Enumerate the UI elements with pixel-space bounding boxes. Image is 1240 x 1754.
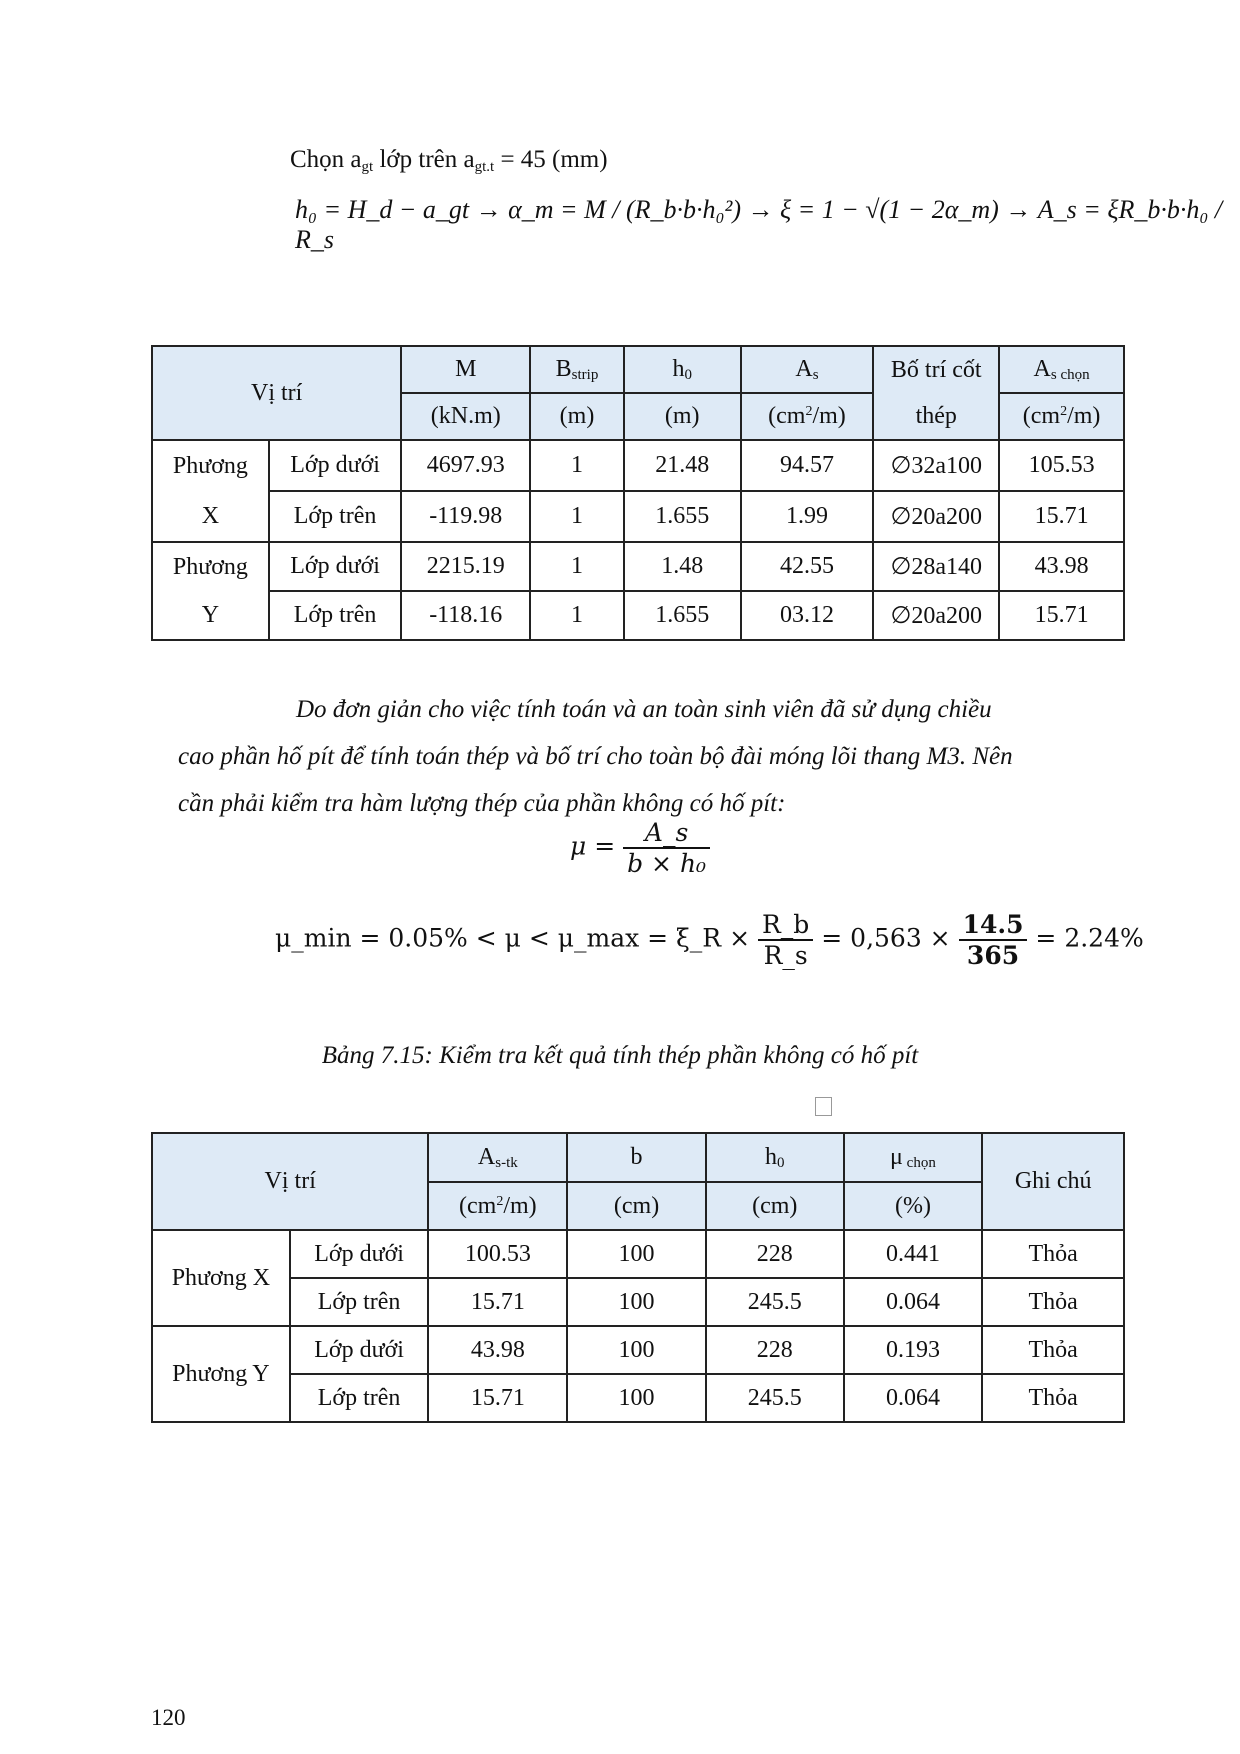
cell: 1 [530,491,624,542]
cell: 245.5 [706,1278,844,1326]
cell: 228 [706,1326,844,1374]
table-caption: Bảng 7.15: Kiểm tra kết quả tính thép phần không có hố pít [321,1042,919,1069]
header-b: b [567,1133,706,1182]
cell: -119.98 [401,491,530,542]
cell: 1 [530,440,624,491]
cell: Thỏa [982,1230,1124,1278]
cell: 0.193 [844,1326,983,1374]
cell: ∅20a200 [873,491,999,542]
cell: 42.55 [741,542,874,591]
header-h0: $h_0$ [706,1133,844,1182]
layer-label: Lớp trên [269,591,402,640]
layer-label: Lớp trên [269,491,402,542]
header-h0: $h_0$ [624,346,741,393]
cell: ∅32a100 [873,440,999,491]
group-label: Phương X [152,1230,290,1326]
cell: 1 [530,591,624,640]
table-row [152,542,1124,591]
cell: 100 [567,1230,706,1278]
cell: 0.064 [844,1278,983,1326]
cell: 100 [567,1326,706,1374]
cell: 1.99 [741,491,874,542]
header-m: M [401,346,530,393]
table-row [152,1278,1124,1326]
intro-line: Chọn $a_{gt}$ lớp trên $a_{gt.t} = 45$ (mm) [290,146,608,175]
header-note: Ghi chú [982,1133,1124,1230]
cell: 1.655 [624,591,741,640]
cell: Thỏa [982,1278,1124,1326]
cell: 15.71 [999,491,1124,542]
paragraph-line: cần phải kiểm tra hàm lượng thép của phần không có hố pít: [178,790,786,817]
layer-label: Lớp dưới [290,1326,429,1374]
reinforcement-table [151,345,1125,641]
cell: 2215.19 [401,542,530,591]
cell: 1.48 [624,542,741,591]
page-number: 120 [151,1705,186,1730]
position-header: Vị trí [152,346,401,440]
table-row [152,1230,1124,1278]
header-as-tk: $A_{s-tk}$ [428,1133,567,1182]
cell: 03.12 [741,591,874,640]
cell: Thỏa [982,1374,1124,1422]
cell: 1 [530,542,624,591]
paragraph-line: Do đơn giản cho việc tính toán và an toàn sinh viên đã sử dụng chiều [296,696,992,723]
cell: 21.48 [624,440,741,491]
unit-m: (kN.m) [401,393,530,440]
cell: 43.98 [999,542,1124,591]
steel-ratio-check-table [151,1132,1125,1423]
cell: 15.71 [428,1278,567,1326]
layer-label: Lớp trên [290,1278,429,1326]
cell: -118.16 [401,591,530,640]
unit-as-tk: $(cm^2/m)$ [428,1182,567,1230]
table-row [152,1374,1124,1422]
table-row [152,1326,1124,1374]
unit-h0: (m) [624,393,741,440]
cell: 0.064 [844,1374,983,1422]
unit-bstrip: (m) [530,393,624,440]
cell: 228 [706,1230,844,1278]
position-header: Vị trí [152,1133,428,1230]
steel-area-formula: h₀ = H_d − a_gt → α_m = M / (R_b·b·h₀²) → ξ = 1 − √(1 − 2α_m) → A_s = ξR_b·b·h₀ / R_s [295,195,1223,254]
paragraph-line: cao phần hố pít để tính toán thép và bố trí cho toàn bộ đài móng lõi thang M3. Nên [178,743,1013,770]
cell: 43.98 [428,1326,567,1374]
unit-mu: (%) [844,1182,983,1230]
cell: ∅20a200 [873,591,999,640]
group-label: Phương X [152,440,269,542]
table-row [152,440,1124,491]
cell: 0.441 [844,1230,983,1278]
header-as: $A_s$ [741,346,874,393]
table-row [152,591,1124,640]
header-layout: Bố trí cốt thép [873,346,999,440]
explanation-paragraph [178,686,1108,827]
unit-b: (cm) [567,1182,706,1230]
mu-formula: μ = $\frac{A\_s}{\text{b × h₀}}$ [570,818,710,878]
placeholder-box [815,1097,832,1116]
group-label: Phương Y [152,542,269,640]
cell: 100.53 [428,1230,567,1278]
cell: 94.57 [741,440,874,491]
cell: 1.655 [624,491,741,542]
cell: 4697.93 [401,440,530,491]
cell: 100 [567,1278,706,1326]
group-label: Phương Y [152,1326,290,1422]
unit-as-chosen: $(cm^2/m)$ [999,393,1124,440]
unit-h0: (cm) [706,1182,844,1230]
cell: 245.5 [706,1374,844,1422]
header-mu-chosen: μ $_{chọn}$ [844,1133,983,1182]
cell: 105.53 [999,440,1124,491]
unit-as: $(cm^2/m)$ [741,393,874,440]
layer-label: Lớp trên [290,1374,429,1422]
cell: 100 [567,1374,706,1422]
cell: 15.71 [999,591,1124,640]
layer-label: Lớp dưới [290,1230,429,1278]
mu-limits-formula: μ_min = 0.05% < μ < μ_max = ξ_R × $\frac{R\_b}{R\_s}$ = 0,563 × $\frac{14.5}{365}$ = 2.24% [275,910,1144,970]
layer-label: Lớp dưới [269,440,402,491]
cell: Thỏa [982,1326,1124,1374]
header-as-chosen: $A_{s chọn}$ [999,346,1124,393]
cell: ∅28a140 [873,542,999,591]
table-row [152,491,1124,542]
header-bstrip: $B_{strip}$ [530,346,624,393]
layer-label: Lớp dưới [269,542,402,591]
cell: 15.71 [428,1374,567,1422]
